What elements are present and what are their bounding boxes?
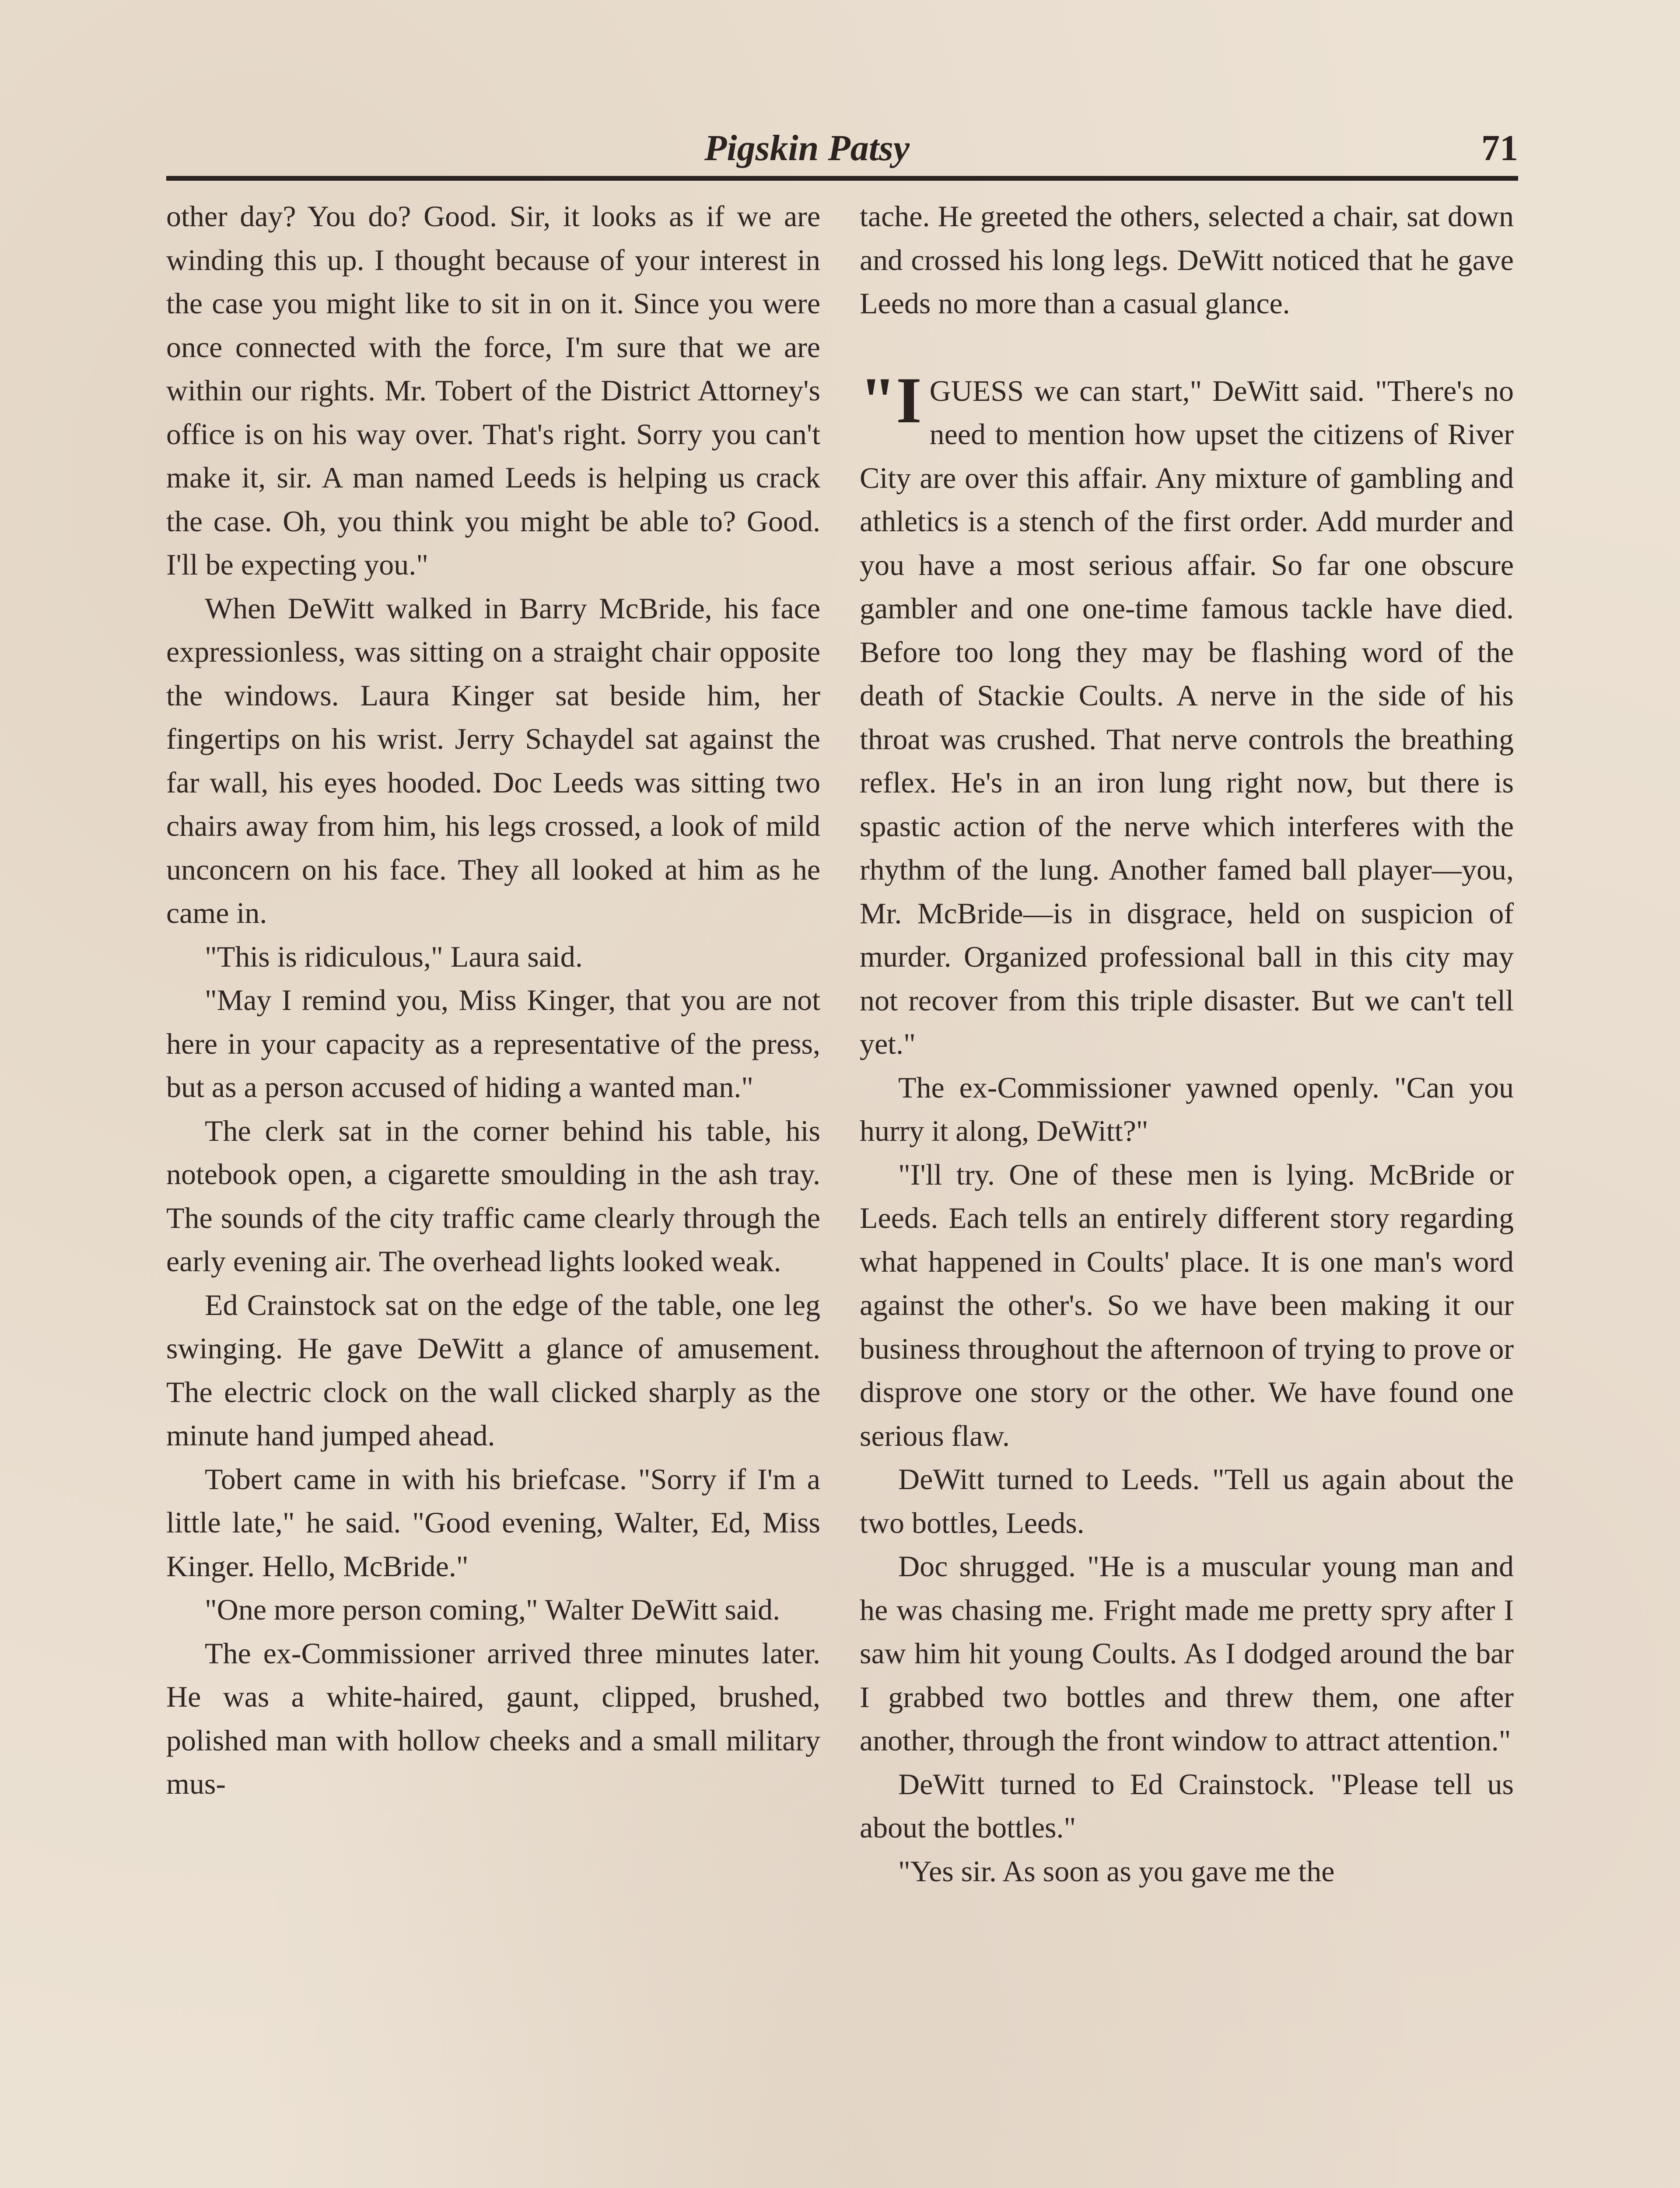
paragraph: "I'll try. One of these men is lying. McBride or Leeds. Each tells an entirely different story regarding what happened in Coults' place. It is one man's word against the other's. So we have been making it our business throughout the afternoon of trying to prove or disprove one story or the other. We have found one serious flaw.: [860, 1157, 1514, 1452]
page-number: 71: [1481, 128, 1518, 168]
page-header: [166, 127, 1518, 181]
paragraph: "Yes sir. As soon as you gave me the: [898, 1854, 1335, 1888]
paragraph: tache. He greeted the others, selected a chair, sat down and crossed his long legs. DeWitt noticed that he gave Leeds no more than a casual glance.: [860, 200, 1514, 320]
paragraph: DeWitt turned to Leeds. "Tell us again about the two bottles, Leeds.: [860, 1462, 1514, 1539]
left-column: [166, 195, 820, 1806]
right-column: [860, 195, 1514, 1893]
drop-cap: "I: [860, 364, 922, 437]
paragraph: "One more person coming," Walter DeWitt said.: [205, 1593, 780, 1626]
paragraph: Ed Crainstock sat on the edge of the table, one leg swinging. He gave DeWitt a glance of amusement. The electric clock on the wall clicked sharply as the minute hand jumped ahead.: [166, 1288, 820, 1452]
paragraph: Tobert came in with his briefcase. "Sorry if I'm a little late," he said. "Good evening, Walter, Ed, Miss Kinger. Hello, McBride.": [166, 1462, 820, 1583]
paragraph: Doc shrugged. "He is a muscular young man and he was chasing me. Fright made me pretty spry after I saw him hit young Coults. As I dodged around the bar I grabbed two bottles and threw them, one after another, through the front window to attract attention.": [860, 1550, 1514, 1757]
paragraph: DeWitt turned to Ed Crainstock. "Please tell us about the bottles.": [860, 1767, 1514, 1844]
paragraph: The clerk sat in the corner behind his table, his notebook open, a cigarette smoulding in the ash tray. The sounds of the city traffic came clearly through the early evening air. The overhead lights looked weak.: [166, 1114, 820, 1278]
paragraph: The ex-Commissioner yawned openly. "Can you hurry it along, DeWitt?": [860, 1070, 1514, 1147]
paragraph: "This is ridiculous," Laura said.: [205, 940, 583, 973]
section-opening-paragraph: [860, 364, 1514, 1066]
section-opening-text: GUESS we can start," DeWitt said. "There's no need to mention how upset the citizens of River City are over this affair. Any mixture of gambling and athletics is a stench of the first order. Add murder and you have a most serious affair. So far one obscure gambler and one one-time famous tackle have died. Before too long they may be flashing word of the death of Stackie Coults. A nerve in the side of his throat was crushed. That nerve controls the breathing reflex. He's in an iron lung right now, but there is spastic action of the nerve which interferes with the rhythm of the lung. Another famed ball player—you, Mr. McBride—is in disgrace, held on suspicion of murder. Organized professional ball in this city may not recover from this triple disaster. But we can't tell yet.": [860, 374, 1514, 1060]
paragraph: "May I remind you, Miss Kinger, that you are not here in your capacity as a representative of the press, but as a person accused of hiding a wanted man.": [166, 983, 820, 1104]
running-title: Pigskin Patsy: [704, 128, 910, 168]
paragraph: other day? You do? Good. Sir, it looks as if we are winding this up. I thought because of your interest in the case you might like to sit in on it. Since you were once connected with the force, I'm sure that we are within our rights. Mr. Tobert of the District Attorney's office is on his way over. That's right. Sorry you can't make it, sir. A man named Leeds is helping us crack the case. Oh, you think you might be able to? Good. I'll be expecting you.": [166, 200, 820, 581]
paragraph: When DeWitt walked in Barry McBride, his face expressionless, was sitting on a straight chair opposite the windows. Laura Kinger sat beside him, her fingertips on his wrist. Jerry Schaydel sat against the far wall, his eyes hooded. Doc Leeds was sitting two chairs away from him, his legs crossed, a look of mild unconcern on his face. They all looked at him as he came in.: [166, 591, 820, 929]
paragraph: The ex-Commissioner arrived three minutes later. He was a white-haired, gaunt, clipped, brushed, polished man with hollow cheeks and a small military mus-: [166, 1636, 820, 1800]
